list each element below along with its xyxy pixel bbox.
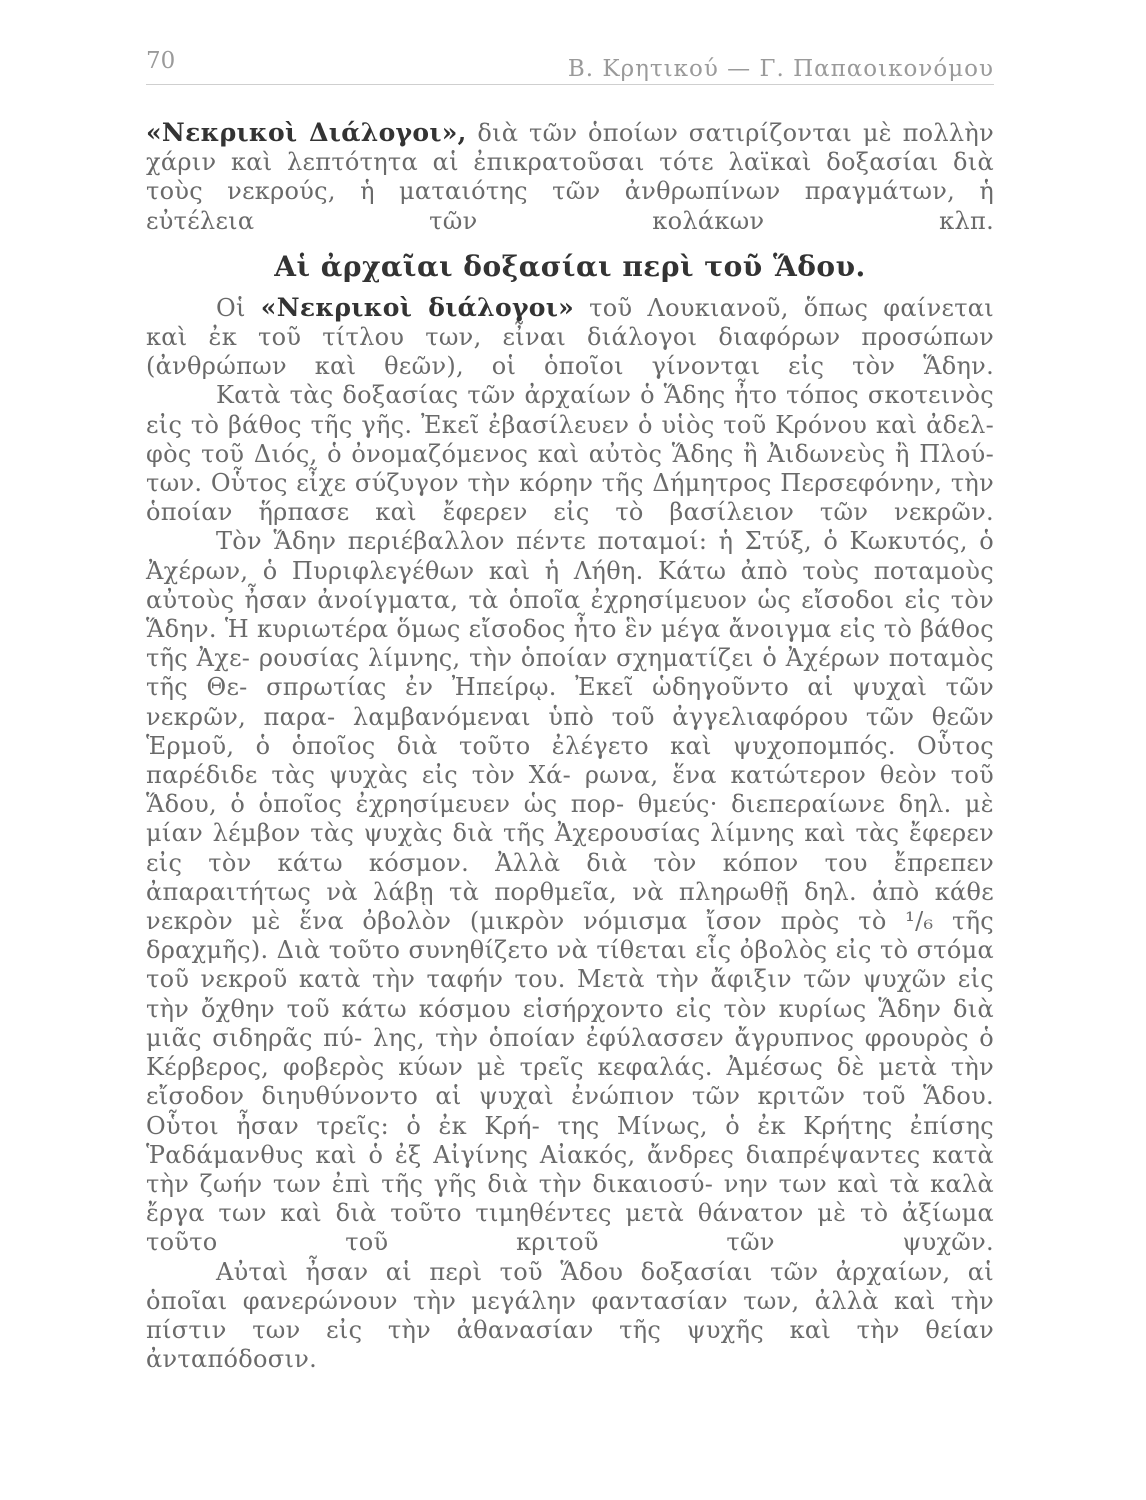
p3-line-17: λης, τὴν ὁποίαν ἐφύλασσεν ἄγρυπνος φρουρὸς ὁ Κέρβερος, φοβερὸς xyxy=(146,1023,994,1082)
p1-line-3: καὶ θεῶν), οἱ ὁποῖοι γίνονται εἰς τὸν Ἅδην. xyxy=(314,352,994,381)
paragraph-hades xyxy=(146,381,994,527)
running-head: Β. Κρητικού — Γ. Παπαοικονόμου xyxy=(567,56,994,82)
paragraph-dialogues xyxy=(146,293,994,382)
p3-line-16: κάτω κόσμου εἰσήρχοντο εἰς τὸν κυρίως Ἅδην διὰ μιᾶς σιδηρᾶς πύ- xyxy=(146,994,994,1052)
intro-line-1: διὰ τῶν ὁποίων σατιρίζονται μὲ πολλὴν χάριν xyxy=(146,119,994,177)
p3-line-19: ψυχαὶ ἐνώπιον τῶν κριτῶν τοῦ Ἅδου. Οὗτοι ἦσαν τρεῖς: ὁ ἐκ Κρή- xyxy=(146,1082,994,1140)
p3-line-22: νην των καὶ τὰ καλὰ ἔργα των καὶ διὰ τοῦτο τιμηθέντες μετὰ θάνατον xyxy=(146,1169,994,1228)
p4-line-3: τὴν ἀθανασίαν τῆς ψυχῆς καὶ τὴν θείαν ἀνταπόδοσιν. xyxy=(146,1315,994,1374)
p1-line-1: τοῦ Λουκιανοῦ, ὅπως φαίνεται καὶ xyxy=(146,293,994,352)
page-header xyxy=(146,44,994,85)
p3-line-13: νεκρὸν μὲ ἕνα ὀβολὸν (μικρὸν νόμισμα ἴσον πρὸς τὸ ¹/₆ τῆς δραχμῆς). xyxy=(146,907,994,965)
p3-line-11: λίμνης καὶ τὰς ἔφερεν εἰς τὸν κάτω κόσμον. Ἀλλὰ διὰ τὸν κόπον του xyxy=(146,819,995,877)
p3-line-10: θμεύς· διεπεραίωνε δηλ. μὲ μίαν λέμβον τὰς ψυχὰς διὰ τῆς Ἀχερουσίας xyxy=(146,790,994,848)
p1-line-2: ἐκ τοῦ τίτλου των, εἶναι διάλογοι διαφόρων προσώπων (ἀνθρώπων xyxy=(146,323,994,381)
p3-line-21: ἄνδρες διαπρέψαντες κατὰ τὴν ζωήν των ἐπὶ τῆς γῆς διὰ τὴν δικαιοσύ- xyxy=(146,1140,994,1198)
p3-line-9: ρωνα, ἕνα κατώτερον θεὸν τοῦ Ἅδου, ὁ ὁποῖος ἐχρησίμευεν ὡς πορ- xyxy=(146,761,994,819)
p3-line-1: Τὸν Ἅδην περιέβαλλον πέντε ποταμοί: ἡ Στύξ, ὁ Κωκυτός, ὁ xyxy=(216,527,994,556)
p1-lead: Οἱ xyxy=(216,293,261,322)
p3-line-5: ρουσίας λίμνης, τὴν ὁποίαν σχηματίζει ὁ Ἀχέρων ποταμὸς τῆς Θε- xyxy=(146,644,994,702)
intro-line-3: ἡ ματαιότης τῶν ἀνθρωπίνων πραγμάτων, ἡ εὐτέλεια τῶν κολάκων κλπ. xyxy=(146,177,994,235)
p3-line-23: μὲ τὸ ἀξίωμα τοῦτο τοῦ κριτοῦ τῶν ψυχῶν. xyxy=(146,1199,994,1257)
p2-line-2: εἰς τὸ βάθος τῆς γῆς. Ἐκεῖ ἐβασίλευεν ὁ υἱὸς τοῦ Κρόνου καὶ ἀδελ- xyxy=(146,410,994,439)
intro-term: «Νεκρικοὶ Διάλογοι», xyxy=(146,118,467,147)
p4-line-1: Αὐταὶ ἦσαν αἱ περὶ τοῦ Ἅδου δοξασίαι τῶν ἀρχαίων, αἱ ὁποῖαι xyxy=(146,1257,994,1315)
p3-line-4: κυριωτέρα ὅμως εἴσοδος ἦτο ἓν μέγα ἄνοιγμα εἰς τὸ βάθος τῆς Ἀχε- xyxy=(146,615,995,673)
page-body xyxy=(146,118,994,1374)
p2-line-3: φὸς τοῦ Διός, ὁ ὀνομαζόμενος καὶ αὐτὸς Ἅδης ἢ Ἀιδωνεὺς ἢ Πλού- xyxy=(146,439,994,468)
p3-line-7: λαμβανόμεναι ὑπὸ τοῦ ἀγγελιαφόρου τῶν θεῶν Ἑρμοῦ, ὁ ὁποῖος διὰ xyxy=(146,702,994,760)
p2-line-4: των. Οὗτος εἶχε σύζυγον τὴν κόρην τῆς Δήμητρος Περσεφόνην, τὴν xyxy=(146,469,994,498)
p3-line-20: της Μίνως, ὁ ἐκ Κρήτης ἐπίσης Ῥαδάμανθυς καὶ ὁ ἐξ Αἰγίνης Αἰακός, xyxy=(146,1111,994,1169)
p2-line-1: Κατὰ τὰς δοξασίας τῶν ἀρχαίων ὁ Ἅδης ἦτο τόπος σκοτεινὸς xyxy=(216,381,994,410)
p3-line-2: Ἀχέρων, ὁ Πυριφλεγέθων καὶ ἡ Λήθη. Κάτω ἀπὸ τοὺς ποταμοὺς αὐτοὺς xyxy=(146,556,994,614)
p3-line-3: ἦσαν ἀνοίγματα, τὰ ὁποῖα ἐχρησίμευον ὡς εἴσοδοι εἰς τὸν Ἅδην. Ἡ xyxy=(146,585,994,644)
p3-line-18: κύων μὲ τρεῖς κεφαλάς. Ἀμέσως δὲ μετὰ τὴν εἴσοδον διηυθύνοντο αἱ xyxy=(146,1053,995,1111)
paragraph-conclusion xyxy=(146,1258,994,1375)
section-heading: Αἱ ἀρχαῖαι δοξασίαι περὶ τοῦ Ἅδου. xyxy=(274,249,866,283)
intro-line-2: καὶ λεπτότητα αἱ ἐπικρατοῦσαι τότε λαϊκαὶ δοξασίαι διὰ τοὺς νεκρούς, xyxy=(146,148,994,206)
p3-line-8: τοῦτο ἐλέγετο καὶ ψυχοπομπός. Οὗτος παρέδιδε τὰς ψυχὰς εἰς τὸν Χά- xyxy=(146,731,994,790)
p2-line-5: ὁποίαν ἥρπασε καὶ ἔφερεν εἰς τὸ βασίλειον τῶν νεκρῶν. xyxy=(146,498,994,527)
p3-line-12: ἔπρεπεν ἀπαραιτήτως νὰ λάβῃ τὰ πορθμεῖα, νὰ πληρωθῇ δηλ. ἀπὸ κάθε xyxy=(146,848,995,906)
p3-line-15: κατὰ τὴν ταφήν του. Μετὰ τὴν ἄφιξιν τῶν ψυχῶν εἰς τὴν ὄχθην τοῦ xyxy=(146,965,994,1023)
p1-term: «Νεκρικοὶ διάλογοι» xyxy=(260,292,575,322)
intro-paragraph xyxy=(146,118,994,236)
p4-line-2: φανερώνουν τὴν μεγάλην φαντασίαν των, ἀλλὰ καὶ τὴν πίστιν των εἰς xyxy=(146,1286,994,1344)
paragraph-rivers xyxy=(146,527,994,1257)
page-number: 70 xyxy=(146,48,176,74)
p3-line-14: Διὰ τοῦτο συνηθίζετο νὰ τίθεται εἷς ὀβολὸς εἰς τὸ στόμα τοῦ νεκροῦ xyxy=(146,936,994,994)
p3-line-6: σπρωτίας ἐν Ἠπείρῳ. Ἐκεῖ ὡδηγοῦντο αἱ ψυχαὶ τῶν νεκρῶν, παρα- xyxy=(146,673,995,731)
